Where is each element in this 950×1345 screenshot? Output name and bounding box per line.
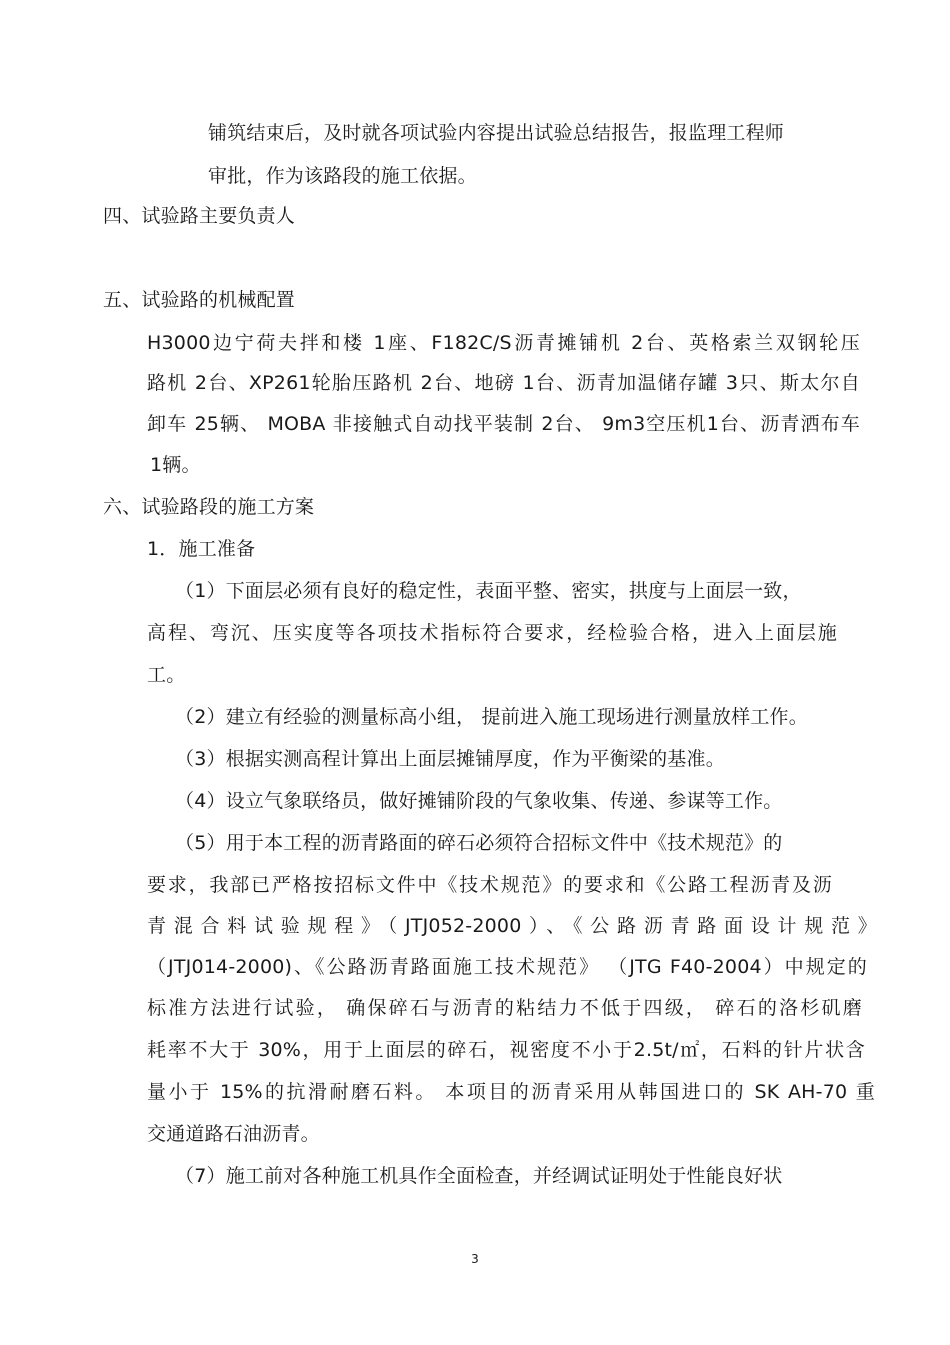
section-heading-5: 五、试验路的机械配置 [103, 289, 296, 311]
text-line-8: 1辆。 [150, 454, 201, 476]
text-line-2: 审批，作为该路段的施工依据。 [208, 165, 477, 187]
text-line-12: 高程、弯沉、压实度等各项技术指标符合要求，经检验合格，进入上面层施 [147, 622, 837, 644]
text-line-21: 标准方法进行试验， 确保碎石与沥青的粘结力不低于四级， 碎石的洛杉矶磨 [147, 997, 862, 1019]
text-line-6: 路机 2台、XP261轮胎压路机 2台、地磅 1台、沥青加温储存罐 3只、斯太尔自 [147, 372, 860, 394]
text-line-1: 铺筑结束后，及时就各项试验内容提出试验总结报告，报监理工程师 [208, 122, 785, 144]
subheading-1: 1．施工准备 [147, 538, 256, 560]
text-line-22: 耗率不大于 30%，用于上面层的碎石，视密度不小于2.5t/㎡，石料的针片状含 [147, 1039, 865, 1061]
text-line-24: 交通道路石油沥青。 [147, 1123, 320, 1145]
text-line-7: 卸车 25辆、 MOBA 非接触式自动找平装制 2台、 9m3空压机1台、沥青洒布车 [147, 413, 860, 435]
text-line-23: 量小于 15%的抗滑耐磨石料。 本项目的沥青采用从韩国进口的 SK AH-70 重 [147, 1081, 875, 1103]
text-line-25: （7）施工前对各种施工机具作全面检查，并经调试证明处于性能良好状 [175, 1165, 783, 1187]
text-line-18: 要求，我部已严格按招标文件中《技术规范》的要求和《公路工程沥青及沥 [147, 874, 832, 896]
text-line-16: （4）设立气象联络员，做好摊铺阶段的气象收集、传递、参谋等工作。 [175, 790, 783, 812]
text-line-20: （JTJ014-2000)、《公路沥青路面施工技术规范》 （JTG F40-2004）中规定的 [147, 956, 867, 978]
text-line-5: H3000边宁荷夫拌和楼 1座、F182C/S沥青摊铺机 2台、英格索兰双钢轮压 [147, 332, 860, 354]
text-line-14: （2）建立有经验的测量标高小组， 提前进入施工现场进行测量放样工作。 [175, 706, 808, 728]
section-heading-4: 四、试验路主要负责人 [103, 205, 296, 227]
text-line-17: （5）用于本工程的沥青路面的碎石必须符合招标文件中《技术规范》的 [175, 832, 783, 854]
section-heading-6: 六、试验路段的施工方案 [103, 496, 315, 518]
text-line-15: （3）根据实测高程计算出上面层摊铺厚度，作为平衡梁的基准。 [175, 748, 725, 770]
text-line-11: （1）下面层必须有良好的稳定性，表面平整、密实，拱度与上面层一致， [175, 580, 802, 602]
page-number: 3 [471, 1252, 479, 1266]
text-line-19: 青混合料试验规程》（JTJ052-2000）、《公路沥青路面设计规范》 [147, 915, 877, 937]
text-line-13: 工。 [147, 664, 186, 686]
